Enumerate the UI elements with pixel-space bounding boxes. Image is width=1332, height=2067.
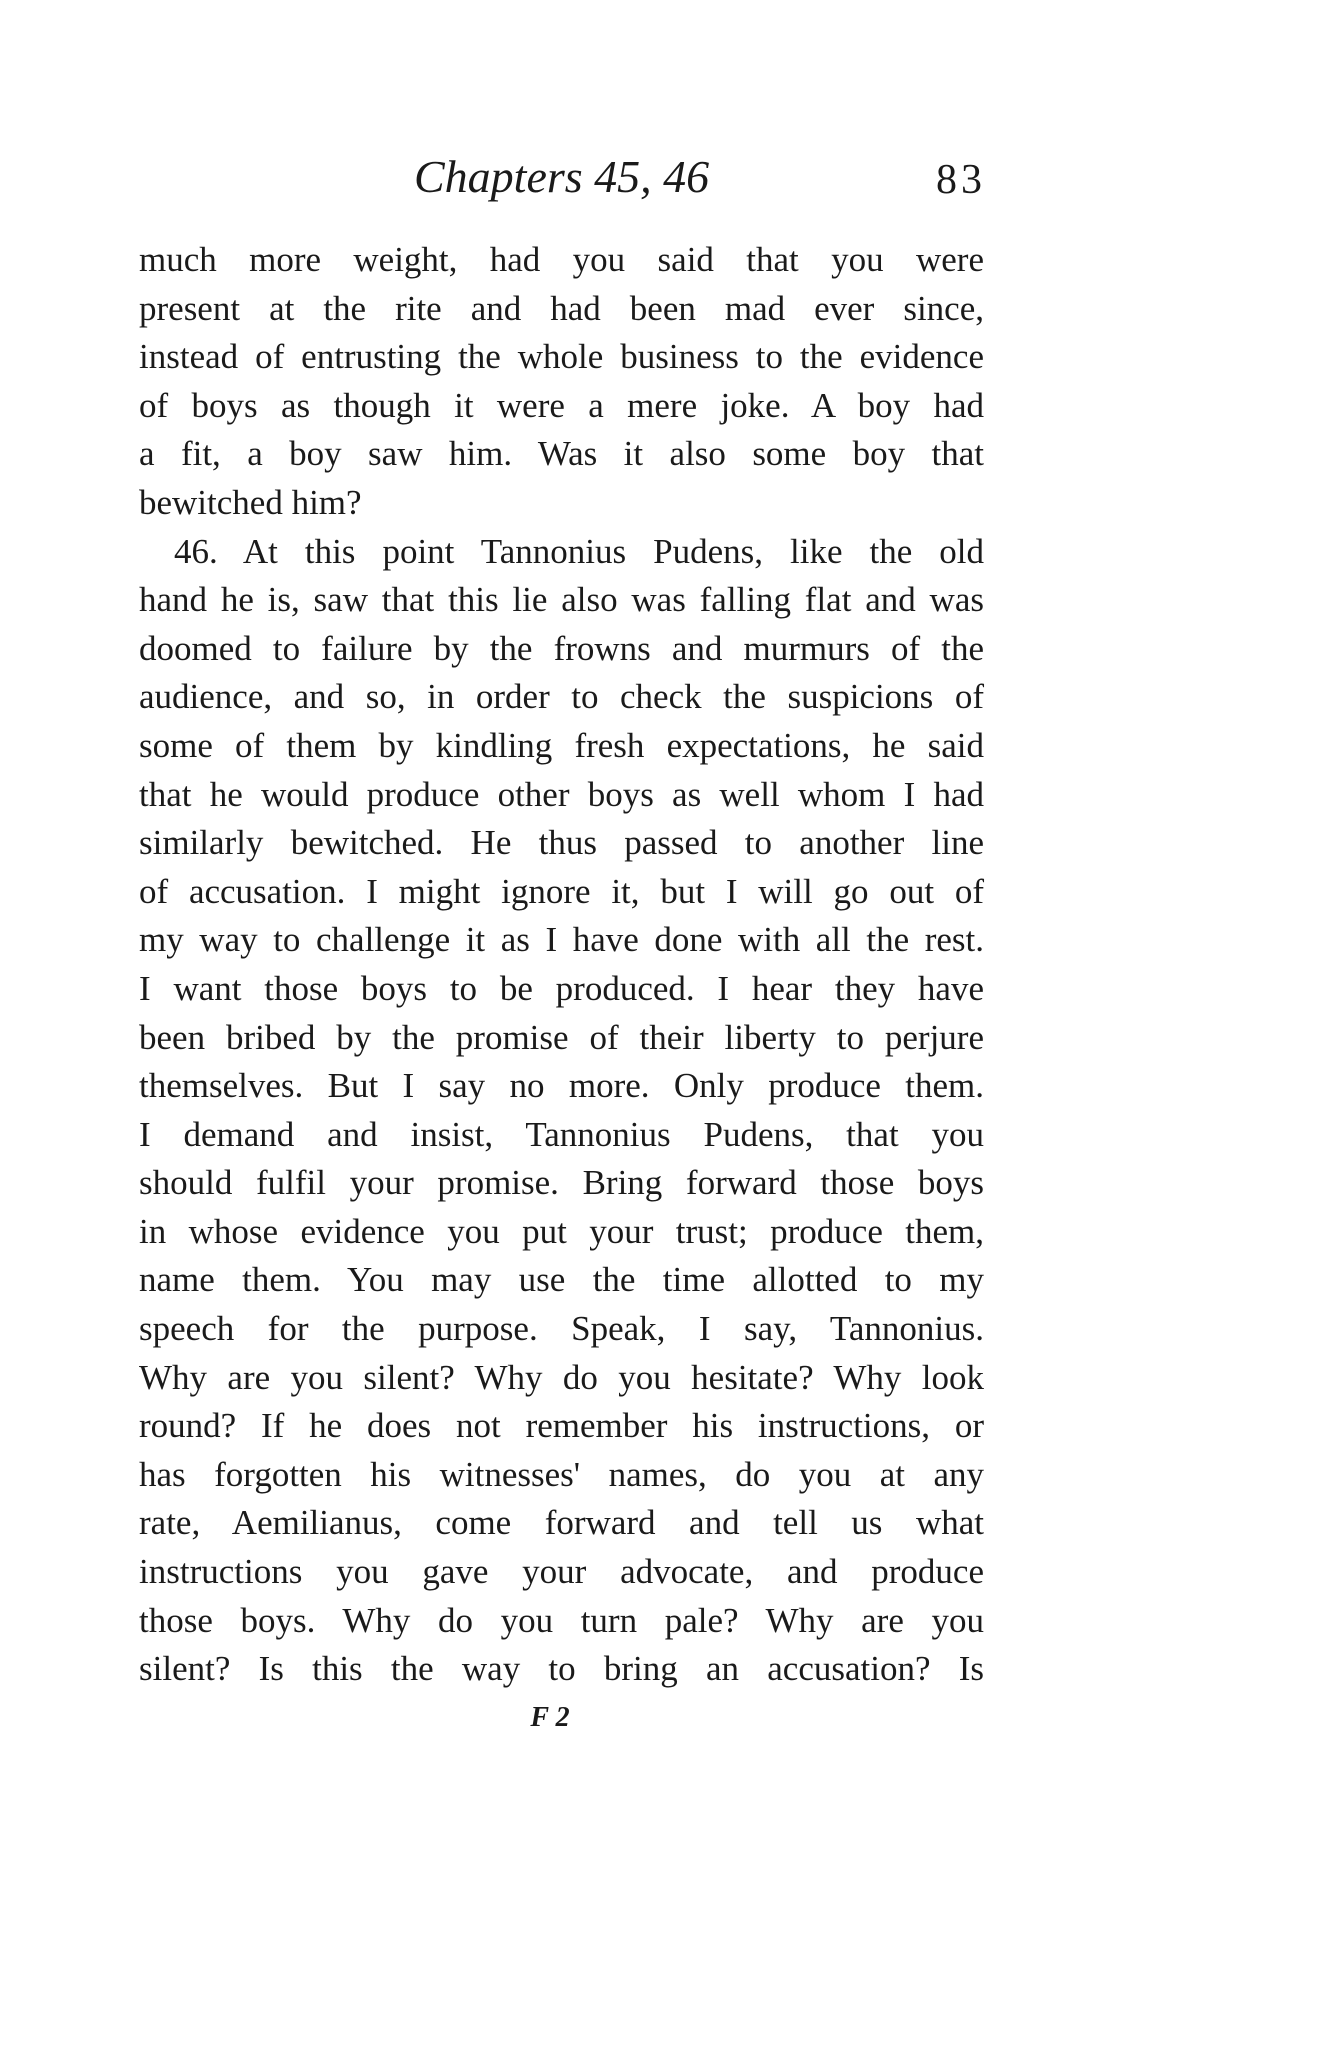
text-line: rate, Aemilianus, come forward and tell us what <box>139 1503 984 1543</box>
text-line: I want those boys to be produced. I hear they have <box>139 968 984 1008</box>
text-line: present at the rite and had been mad ever since, <box>139 288 984 328</box>
text-line: hand he is, saw that this lie also was falling flat and was <box>139 580 984 620</box>
text-line: been bribed by the promise of their liberty to perjure <box>139 1017 984 1057</box>
text-line: round? If he does not remember his instructions, or <box>139 1406 984 1446</box>
text-line: instructions you gave your advocate, and produce <box>139 1552 984 1592</box>
text-line: some of them by kindling fresh expectations, he said <box>139 725 984 765</box>
text-line: my way to challenge it as I have done with all the rest. <box>139 920 984 960</box>
text-line: much more weight, had you said that you were <box>139 240 984 279</box>
text-line: that he would produce other boys as well whom I had <box>139 774 984 814</box>
text-line: Why are you silent? Why do you hesitate? Why look <box>139 1357 984 1397</box>
text-line: name them. You may use the time allotted to my <box>139 1260 984 1300</box>
page-number: 83 <box>936 157 986 203</box>
text-line: should fulfil your promise. Bring forward those boys <box>139 1163 984 1203</box>
text-line: audience, and so, in order to check the suspicions of <box>139 677 984 717</box>
text-line: a fit, a boy saw him. Was it also some boy that <box>139 434 984 474</box>
body-text <box>139 236 984 1694</box>
page-header <box>139 150 986 220</box>
text-line: has forgotten his witnesses' names, do you at any <box>139 1454 984 1494</box>
section-46-start: 46. At this point Tannonius Pudens, like the old <box>174 531 984 571</box>
text-line: of accusation. I might ignore it, but I will go out of <box>139 871 984 911</box>
text-line: those boys. Why do you turn pale? Why are you <box>139 1600 984 1640</box>
text-line: speech for the purpose. Speak, I say, Tannonius. <box>139 1309 984 1349</box>
text-line: of boys as though it were a mere joke. A boy had <box>139 385 984 425</box>
running-title: Chapters 45, 46 <box>414 151 710 202</box>
signature-mark: F 2 <box>530 1702 570 1733</box>
text-line: bewitched him? <box>139 482 362 522</box>
text-line: silent? Is this the way to bring an accusation? Is <box>139 1649 984 1689</box>
text-line: themselves. But I say no more. Only produce them. <box>139 1066 984 1106</box>
text-line: in whose evidence you put your trust; produce them, <box>139 1211 984 1251</box>
text-line: similarly bewitched. He thus passed to another line <box>139 823 984 863</box>
text-line: instead of entrusting the whole business to the evidence <box>139 337 984 377</box>
text-line: I demand and insist, Tannonius Pudens, that you <box>139 1114 984 1154</box>
text-line: doomed to failure by the frowns and murmurs of the <box>139 628 984 668</box>
